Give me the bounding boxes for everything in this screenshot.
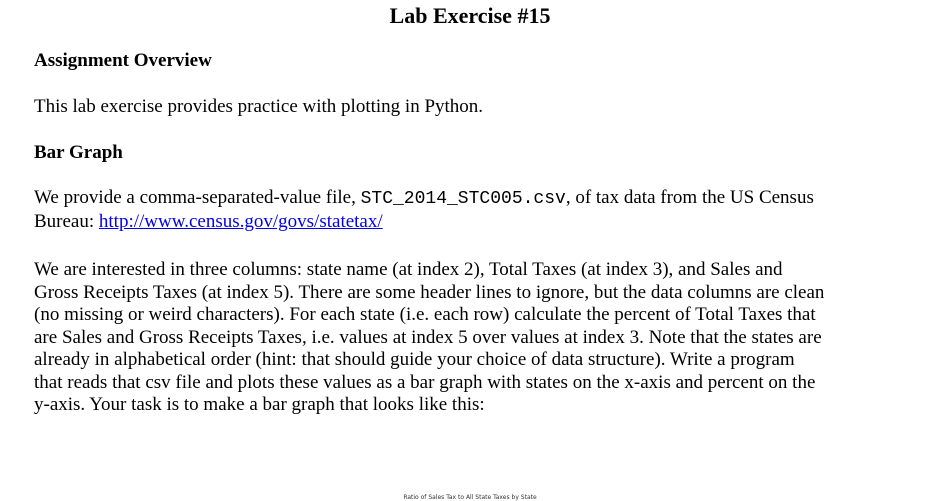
instructions-line: (no missing or weird characters). For each state (i.e. each row) calculate the percent of Total Taxes that bbox=[34, 304, 816, 325]
overview-paragraph: This lab exercise provides practice with plotting in Python. bbox=[34, 96, 484, 117]
instructions-line: Gross Receipts Taxes (at index 5). There are some header lines to ignore, but the data columns are clean bbox=[34, 281, 825, 303]
csv-filename: STC_2014_STC005.csv bbox=[360, 189, 566, 209]
data-source-paragraph bbox=[34, 187, 904, 233]
census-link[interactable]: http://www.census.gov/govs/statetax/ bbox=[98, 210, 383, 232]
instructions-line: We are interested in three columns: state name (at index 2), Total Taxes (at index 3), and Sales and bbox=[34, 259, 783, 280]
intro-text: We provide a comma-separated-value file, bbox=[34, 187, 361, 208]
page-title: Lab Exercise #15 bbox=[389, 3, 551, 28]
intro-text-continued: , of tax data from the US Census bbox=[565, 187, 814, 208]
chart-title: Ratio of Sales Tax to All State Taxes by State bbox=[403, 494, 537, 501]
instructions-line: y-axis. Your task is to make a bar graph that looks like this: bbox=[34, 394, 485, 415]
instructions-line: already in alphabetical order (hint: that should guide your choice of data structure). Write a program bbox=[34, 349, 795, 370]
section-heading-overview: Assignment Overview bbox=[34, 50, 212, 71]
instructions-paragraph bbox=[34, 259, 904, 417]
source-label: Bureau: bbox=[34, 210, 99, 232]
section-heading-bar-graph: Bar Graph bbox=[34, 142, 123, 163]
instructions-line: are Sales and Gross Receipts Taxes, i.e. values at index 5 over values at index 3. Note that the states are bbox=[34, 326, 822, 348]
instructions-line: that reads that csv file and plots these values as a bar graph with states on the x-axis and percent on the bbox=[34, 371, 816, 393]
